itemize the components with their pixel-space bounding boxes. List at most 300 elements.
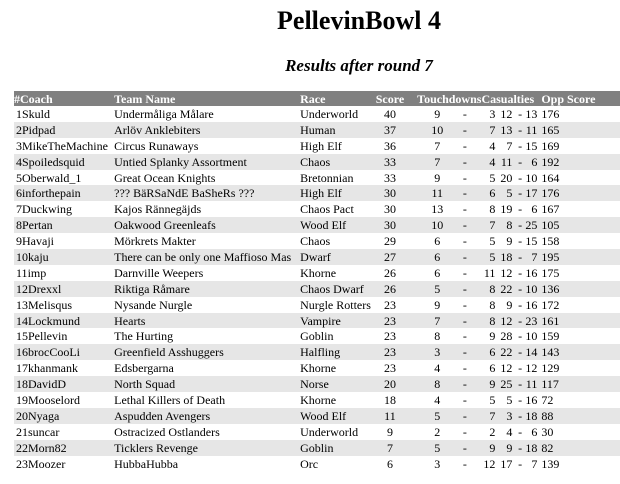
blank-cell (404, 201, 426, 217)
td-sep-cell: - (448, 281, 481, 297)
cas-for-cell: 22 (499, 344, 516, 360)
cas-sep-cell: - (518, 440, 523, 455)
race-cell: Khorne (300, 361, 337, 376)
cas-for-cell: 13 (499, 122, 516, 138)
blank-cell (404, 424, 426, 440)
cas-for-cell: 9 (499, 440, 516, 456)
opp-cell: 129 (541, 361, 560, 376)
td-against-cell: 6 (489, 361, 496, 376)
table-row (14, 408, 620, 424)
td-for-cell: 11 (426, 185, 448, 201)
cas-sep-cell: - (518, 424, 523, 439)
rank-value: 16 (16, 345, 28, 360)
score-cell: 11 (376, 408, 404, 424)
rank-value: 4 (16, 154, 22, 169)
td-for-cell: 7 (426, 313, 448, 329)
rank-value: 13 (16, 297, 28, 312)
cas-sep-cell: - (518, 329, 523, 344)
td-for-cell: 9 (434, 297, 441, 312)
cas-for-cell: 11 (499, 154, 516, 170)
opp-cell: 192 (541, 154, 620, 170)
race-cell: Dwarf (300, 249, 376, 265)
cas-against-cell: 10 (525, 329, 538, 344)
coach-cell (14, 217, 114, 233)
coach-name: Pellevin (28, 329, 68, 344)
blank-cell (404, 376, 426, 392)
rank-value: 18 (16, 377, 28, 392)
td-for-cell: 6 (434, 234, 441, 249)
team-cell: Oakwood Greenleafs (114, 217, 300, 233)
cas-sep-cell: - (518, 281, 523, 296)
td-for-cell: 9 (434, 106, 441, 121)
team-cell: Great Ocean Knights (114, 170, 216, 185)
table-row (14, 440, 620, 456)
td-against-cell: 8 (489, 202, 496, 217)
score-cell: 23 (383, 297, 396, 312)
td-sep-cell: - (448, 440, 481, 456)
cas-sep-cell: - (518, 313, 523, 328)
td-against-cell: 2 (489, 424, 496, 439)
rank-value: 12 (16, 281, 28, 296)
cas-sep-cell: - (518, 106, 523, 121)
page-title: PellevinBowl 4 (277, 6, 441, 35)
opp-cell: 117 (541, 376, 620, 392)
td-sep-cell: - (448, 217, 481, 233)
cas-sep-cell: - (518, 186, 523, 201)
team-cell: Hearts (114, 313, 300, 329)
rank-value: 2 (16, 122, 22, 137)
blank-cell (404, 313, 426, 329)
td-against-cell: 9 (489, 329, 496, 344)
cas-for-cell: 25 (499, 376, 516, 392)
race-cell: Wood Elf (300, 217, 376, 233)
race-cell: Khorne (300, 392, 337, 407)
rank-value: 10 (16, 249, 28, 264)
opp-cell: 105 (541, 217, 620, 233)
race-cell: Goblin (300, 329, 334, 344)
td-sep-cell: - (462, 424, 467, 439)
cas-for-cell: 18 (499, 249, 516, 265)
cas-against-cell: 16 (525, 392, 538, 407)
rank-value: 23 (16, 456, 28, 471)
table-row (14, 265, 620, 281)
blank-cell (404, 456, 426, 472)
blank-cell (404, 122, 426, 138)
team-cell: Circus Runaways (114, 138, 199, 153)
td-sep-cell: - (462, 297, 467, 312)
cas-against-cell: 7 (524, 249, 541, 265)
td-for-cell: 13 (431, 202, 444, 217)
cas-sep-cell: - (518, 122, 523, 137)
table-row (14, 313, 620, 329)
race-cell: High Elf (300, 185, 376, 201)
coach-cell (14, 170, 114, 186)
table-row (14, 344, 620, 360)
td-sep-cell: - (462, 138, 467, 153)
td-for-cell: 6 (434, 265, 441, 280)
rank-value: 19 (16, 392, 28, 407)
opp-cell: 172 (541, 297, 560, 312)
td-for-cell: 5 (426, 408, 448, 424)
cas-sep-cell: - (518, 345, 523, 360)
coach-cell (14, 233, 114, 249)
table-row (14, 297, 620, 313)
score-cell: 40 (383, 106, 396, 121)
header-race: Race (300, 91, 376, 106)
blank-cell (404, 217, 426, 233)
coach-name: Mooselord (28, 392, 80, 407)
race-cell: Chaos (300, 234, 331, 249)
team-cell: Ostracized Ostlanders (114, 424, 220, 439)
td-against-cell: 4 (489, 138, 496, 153)
cas-for-cell: 12 (500, 265, 513, 280)
td-sep-cell: - (448, 122, 481, 138)
cas-for-cell: 4 (506, 424, 513, 439)
coach-name: khanmank (28, 361, 78, 376)
cas-sep-cell: - (518, 249, 523, 264)
coach-cell (14, 265, 114, 281)
td-against-cell: 6 (481, 344, 499, 360)
td-against-cell: 8 (481, 313, 499, 329)
rank-value: 11 (16, 265, 28, 280)
team-cell: Kajos Rännegäjds (114, 202, 202, 217)
table-row (14, 456, 620, 472)
score-cell: 6 (386, 456, 393, 471)
rank-value: 8 (16, 218, 22, 233)
team-cell: Nysande Nurgle (114, 297, 193, 312)
td-against-cell: 8 (481, 281, 499, 297)
coach-name: inforthepain (22, 186, 81, 201)
coach-name: Morn82 (28, 440, 67, 455)
team-cell: Untied Splanky Assortment (114, 154, 300, 170)
cas-sep-cell: - (518, 218, 523, 233)
cas-against-cell: 14 (524, 344, 541, 360)
coach-cell (14, 360, 114, 376)
opp-cell: 136 (541, 281, 620, 297)
coach-name: Skuld (22, 106, 51, 121)
coach-cell (14, 122, 114, 138)
table-row (14, 424, 620, 440)
td-for-cell: 2 (434, 424, 441, 439)
blank-cell (404, 185, 426, 201)
header-casualties: Casualties (481, 91, 541, 106)
coach-name: Drexxl (28, 281, 62, 296)
cas-for-cell: 5 (499, 185, 516, 201)
header-score: Score (375, 91, 405, 106)
coach-name: Pidpad (22, 122, 56, 137)
rank-value: 7 (16, 202, 22, 217)
blank-cell (404, 408, 426, 424)
td-sep-cell: - (462, 106, 467, 121)
td-sep-cell: - (448, 185, 481, 201)
cas-against-cell: 16 (525, 297, 538, 312)
td-for-cell: 10 (426, 122, 448, 138)
table-row (14, 249, 620, 265)
coach-name: DavidD (28, 377, 66, 392)
blank-cell (404, 170, 426, 186)
cas-for-cell: 9 (506, 297, 513, 312)
race-cell: Goblin (300, 440, 376, 456)
coach-name: Duckwing (22, 202, 72, 217)
coach-cell (14, 344, 114, 360)
cas-sep-cell: - (518, 234, 523, 249)
race-cell: Underworld (300, 106, 359, 121)
opp-cell: 195 (541, 249, 620, 265)
td-for-cell: 10 (426, 217, 448, 233)
results-table (14, 91, 620, 471)
cas-against-cell: 15 (525, 138, 538, 153)
td-against-cell: 5 (481, 249, 499, 265)
rank-value: 3 (16, 138, 22, 153)
coach-cell (14, 456, 114, 472)
table-row (14, 170, 620, 186)
cas-against-cell: 11 (524, 376, 541, 392)
opp-cell: 158 (541, 234, 560, 249)
td-sep-cell: - (448, 154, 481, 170)
race-cell: Wood Elf (300, 408, 376, 424)
td-against-cell: 12 (483, 456, 496, 471)
td-for-cell: 8 (426, 376, 448, 392)
td-against-cell: 9 (481, 440, 499, 456)
table-row (14, 392, 620, 408)
blank-cell (404, 344, 426, 360)
td-sep-cell: - (462, 361, 467, 376)
coach-cell (14, 138, 114, 154)
blank-cell (404, 265, 426, 281)
blank-cell (404, 360, 426, 376)
cas-for-cell: 19 (500, 202, 513, 217)
cas-against-cell: 7 (531, 456, 538, 471)
td-sep-cell: - (462, 392, 467, 407)
coach-cell (14, 185, 114, 201)
score-cell: 26 (376, 281, 404, 297)
race-cell: Chaos Dwarf (300, 281, 376, 297)
rank-value: 22 (16, 440, 28, 455)
cas-sep-cell: - (518, 377, 523, 392)
cas-for-cell: 17 (500, 456, 513, 471)
team-cell: Undermåliga Målare (114, 106, 214, 121)
score-cell: 27 (376, 249, 404, 265)
coach-name: brocCooLi (28, 345, 80, 360)
cas-against-cell: 16 (525, 265, 538, 280)
td-for-cell: 3 (426, 344, 448, 360)
cas-for-cell: 12 (500, 106, 513, 121)
header-opp-score: Opp Score (541, 91, 620, 106)
cas-against-cell: 25 (524, 217, 541, 233)
td-sep-cell: - (462, 234, 467, 249)
blank-cell (404, 138, 426, 154)
team-cell: Aspudden Avengers (114, 408, 300, 424)
td-against-cell: 9 (481, 376, 499, 392)
blank-cell (404, 440, 426, 456)
cas-for-cell: 7 (506, 138, 513, 153)
cas-sep-cell: - (518, 408, 523, 423)
cas-against-cell: 15 (525, 234, 538, 249)
team-cell: Greenfield Asshuggers (114, 344, 300, 360)
blank-cell (404, 106, 426, 122)
cas-for-cell: 12 (500, 361, 513, 376)
coach-cell (14, 376, 114, 392)
coach-name: MikeTheMachine (22, 138, 108, 153)
team-cell: HubbaHubba (114, 456, 179, 471)
coach-cell (14, 392, 114, 408)
race-cell: Chaos Pact (300, 202, 354, 217)
team-cell: Arlöv Anklebiters (114, 122, 300, 138)
opp-cell: 143 (541, 344, 620, 360)
race-cell: Bretonnian (300, 170, 354, 185)
blank-cell (404, 249, 426, 265)
team-cell: ??? BäRSaNdE BaSheRs ??? (114, 185, 300, 201)
td-for-cell: 7 (426, 154, 448, 170)
opp-cell: 30 (541, 424, 554, 439)
cas-sep-cell: - (518, 138, 523, 153)
opp-cell: 169 (541, 138, 560, 153)
table-row (14, 106, 620, 122)
cas-sep-cell: - (518, 297, 523, 312)
header-team: Team Name (114, 91, 300, 106)
coach-cell (14, 424, 114, 440)
score-cell: 23 (376, 313, 404, 329)
cas-for-cell: 22 (499, 281, 516, 297)
coach-cell (14, 154, 114, 170)
td-against-cell: 5 (489, 392, 496, 407)
blank-cell (404, 281, 426, 297)
table-header-row (14, 91, 620, 106)
cas-sep-cell: - (518, 170, 523, 185)
team-cell: Riktiga Råmare (114, 281, 300, 297)
blank-cell (404, 392, 426, 408)
cas-against-cell: 11 (524, 122, 541, 138)
table-row (14, 233, 620, 249)
rank-value: 6 (16, 186, 22, 201)
opp-cell: 139 (541, 456, 560, 471)
blank-cell (404, 297, 426, 313)
score-cell: 37 (376, 122, 404, 138)
cas-for-cell: 5 (506, 392, 513, 407)
coach-name: imp (27, 265, 47, 280)
race-cell: Vampire (300, 313, 376, 329)
td-sep-cell: - (462, 202, 467, 217)
race-cell: Khorne (300, 265, 337, 280)
coach-cell (14, 201, 114, 217)
header-touchdowns: Touchdowns (404, 91, 481, 106)
opp-cell: 82 (541, 440, 620, 456)
coach-name: suncar (28, 424, 60, 439)
rank-value: 14 (16, 313, 28, 328)
table-row (14, 138, 620, 154)
coach-name: Pertan (22, 218, 53, 233)
td-against-cell: 5 (489, 234, 496, 249)
coach-name: Havaji (22, 234, 54, 249)
race-cell: Halfling (300, 344, 376, 360)
cas-against-cell: 6 (531, 202, 538, 217)
td-sep-cell: - (462, 456, 467, 471)
td-against-cell: 6 (481, 185, 499, 201)
blank-cell (404, 328, 426, 344)
coach-name: kaju (28, 249, 49, 264)
opp-cell: 164 (541, 170, 560, 185)
opp-cell: 175 (541, 265, 560, 280)
cas-against-cell: 6 (524, 154, 541, 170)
td-for-cell: 5 (426, 281, 448, 297)
td-sep-cell: - (448, 249, 481, 265)
td-against-cell: 7 (481, 408, 499, 424)
blank-cell (404, 233, 426, 249)
cas-for-cell: 20 (500, 170, 513, 185)
cas-for-cell: 12 (499, 313, 516, 329)
cas-for-cell: 8 (499, 217, 516, 233)
td-sep-cell: - (462, 329, 467, 344)
team-cell: North Squad (114, 376, 300, 392)
rank-value: 20 (16, 408, 28, 423)
coach-name: Oberwald_1 (22, 170, 82, 185)
cas-for-cell: 28 (500, 329, 513, 344)
race-cell: Human (300, 122, 376, 138)
opp-cell: 165 (541, 122, 620, 138)
td-against-cell: 5 (489, 170, 496, 185)
cas-against-cell: 23 (524, 313, 541, 329)
score-cell: 20 (376, 376, 404, 392)
coach-name: Moozer (28, 456, 66, 471)
cas-against-cell: 10 (525, 170, 538, 185)
cas-against-cell: 13 (525, 106, 538, 121)
coach-cell (14, 408, 114, 424)
td-for-cell: 3 (434, 456, 441, 471)
td-for-cell: 9 (434, 170, 441, 185)
cas-sep-cell: - (518, 361, 523, 376)
cas-against-cell: 17 (524, 185, 541, 201)
td-against-cell: 4 (481, 154, 499, 170)
table-row (14, 376, 620, 392)
td-for-cell: 4 (434, 392, 441, 407)
team-cell: The Hurting (114, 329, 174, 344)
td-sep-cell: - (448, 408, 481, 424)
opp-cell: 88 (541, 408, 620, 424)
score-cell: 7 (376, 440, 404, 456)
score-cell: 30 (376, 217, 404, 233)
td-for-cell: 6 (426, 249, 448, 265)
td-against-cell: 8 (489, 297, 496, 312)
opp-cell: 161 (541, 313, 620, 329)
cas-sep-cell: - (518, 392, 523, 407)
td-against-cell: 7 (481, 122, 499, 138)
td-sep-cell: - (448, 313, 481, 329)
score-cell: 33 (376, 154, 404, 170)
team-cell: Darnville Weepers (114, 265, 204, 280)
table-row (14, 122, 620, 138)
rank-value: 1 (16, 106, 22, 121)
team-cell: Mörkrets Makter (114, 234, 196, 249)
score-cell: 18 (383, 392, 396, 407)
race-cell: Orc (300, 456, 319, 471)
team-cell: Lethal Killers of Death (114, 392, 226, 407)
cas-for-cell: 3 (499, 408, 516, 424)
team-cell: Edsbergarna (114, 361, 174, 376)
coach-cell (14, 106, 114, 122)
cas-against-cell: 10 (524, 281, 541, 297)
score-cell: 23 (383, 361, 396, 376)
page-subtitle: Results after round 7 (285, 56, 433, 75)
rank-value: 17 (16, 361, 28, 376)
cas-sep-cell: - (518, 154, 523, 169)
coach-name: Nyaga (28, 408, 60, 423)
team-cell: Ticklers Revenge (114, 440, 300, 456)
cas-against-cell: 12 (525, 361, 538, 376)
td-against-cell: 11 (483, 265, 496, 280)
race-cell: Norse (300, 376, 376, 392)
score-cell: 33 (383, 170, 396, 185)
coach-cell (14, 440, 114, 456)
